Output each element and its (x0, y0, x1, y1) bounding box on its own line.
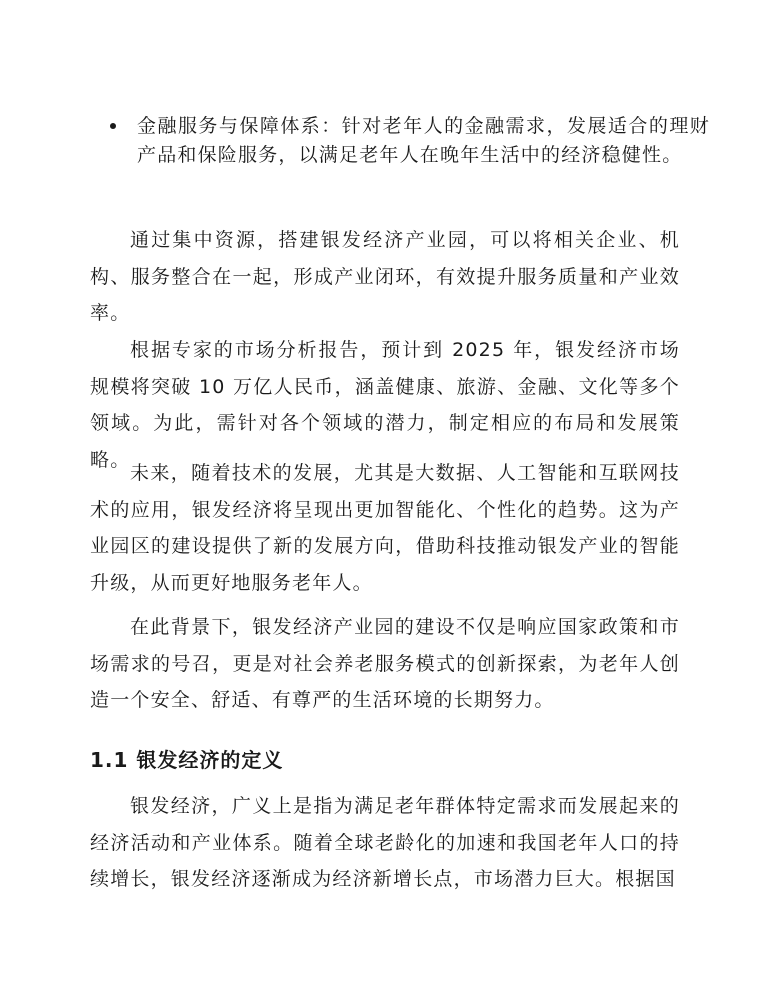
paragraph-definition: 银发经济，广义上是指为满足老年群体特定需求而发展起来的经济活动和产业体系。随着全球老龄化的加速和我国老年人口的持续增长，银发经济逐渐成为经济新增长点，市场潜力巨大。根据国 (90, 795, 680, 891)
bullet-icon (110, 123, 116, 129)
paragraph-background: 在此背景下，银发经济产业园的建设不仅是响应国家政策和市场需求的号召，更是对社会养老服务模式的创新探索，为老年人创造一个安全、舒适、有尊严的生活环境的长期努力。 (90, 616, 680, 712)
paragraph-industrial-park: 通过集中资源，搭建银发经济产业园，可以将相关企业、机构、服务整合在一起，形成产业闭环，有效提升服务质量和产业效率。 (90, 229, 680, 325)
paragraph-technology-trend: 未来，随着技术的发展，尤其是大数据、人工智能和互联网技术的应用，银发经济将呈现出更加智能化、个性化的趋势。这为产业园区的建设提供了新的发展方向，借助科技推动银发产业的智能升级，从而更好地服务老年人。 (90, 462, 680, 595)
section-heading: 1.1 银发经济的定义 (90, 748, 284, 772)
bullet-text: 金融服务与保障体系：针对老年人的金融需求，发展适合的理财产品和保险服务，以满足老年人在晚年生活中的经济稳健性。 (137, 115, 710, 166)
bullet-list-item (110, 112, 710, 170)
paragraph-market-size: 根据专家的市场分析报告，预计到 2025 年，银发经济市场规模将突破 10 万亿人民币，涵盖健康、旅游、金融、文化等多个领域。为此，需针对各个领域的潜力，制定相应的布局和发展策略。 (90, 339, 680, 472)
